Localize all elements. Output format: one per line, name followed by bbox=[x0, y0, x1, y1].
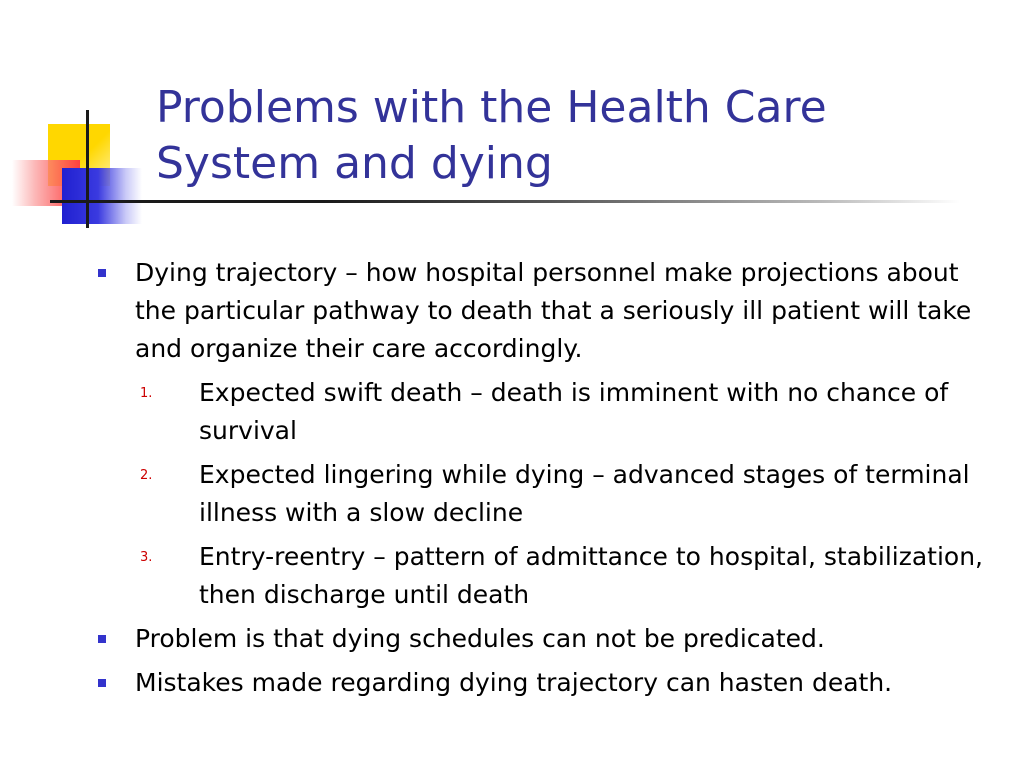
item-text: Entry-reentry – pattern of admittance to hospital, stabilization, then discharge until death bbox=[199, 542, 983, 609]
item-text: Expected lingering while dying – advanced stages of terminal illness with a slow decline bbox=[199, 460, 970, 527]
bullet-square-icon bbox=[98, 269, 106, 277]
bullet-item bbox=[96, 254, 996, 368]
bullet-item bbox=[96, 620, 996, 658]
logo-blue-square bbox=[62, 168, 142, 224]
numbered-item bbox=[96, 538, 996, 614]
bullet-square-icon bbox=[98, 635, 106, 643]
template-logo-graphic bbox=[0, 0, 160, 240]
slide-title: Problems with the Health Care System and dying bbox=[156, 82, 827, 189]
item-number: 2. bbox=[140, 468, 153, 483]
item-text: Expected swift death – death is imminent with no chance of survival bbox=[199, 378, 949, 445]
logo-vertical-line bbox=[86, 110, 89, 228]
item-number: 1. bbox=[140, 386, 153, 401]
bullet-text: Dying trajectory – how hospital personnel make projections about the particular pathway to death that a seriously ill patient will take and organize their care accordingly. bbox=[135, 258, 972, 363]
numbered-sublist bbox=[96, 374, 996, 614]
numbered-item bbox=[96, 374, 996, 450]
slide-body bbox=[96, 254, 996, 708]
item-number: 3. bbox=[140, 550, 153, 565]
bullet-item bbox=[96, 664, 996, 702]
bullet-text: Problem is that dying schedules can not be predicated. bbox=[135, 624, 825, 653]
bullet-square-icon bbox=[98, 679, 106, 687]
bullet-text: Mistakes made regarding dying trajectory can hasten death. bbox=[135, 668, 893, 697]
title-underline bbox=[50, 200, 960, 203]
numbered-item bbox=[96, 456, 996, 532]
